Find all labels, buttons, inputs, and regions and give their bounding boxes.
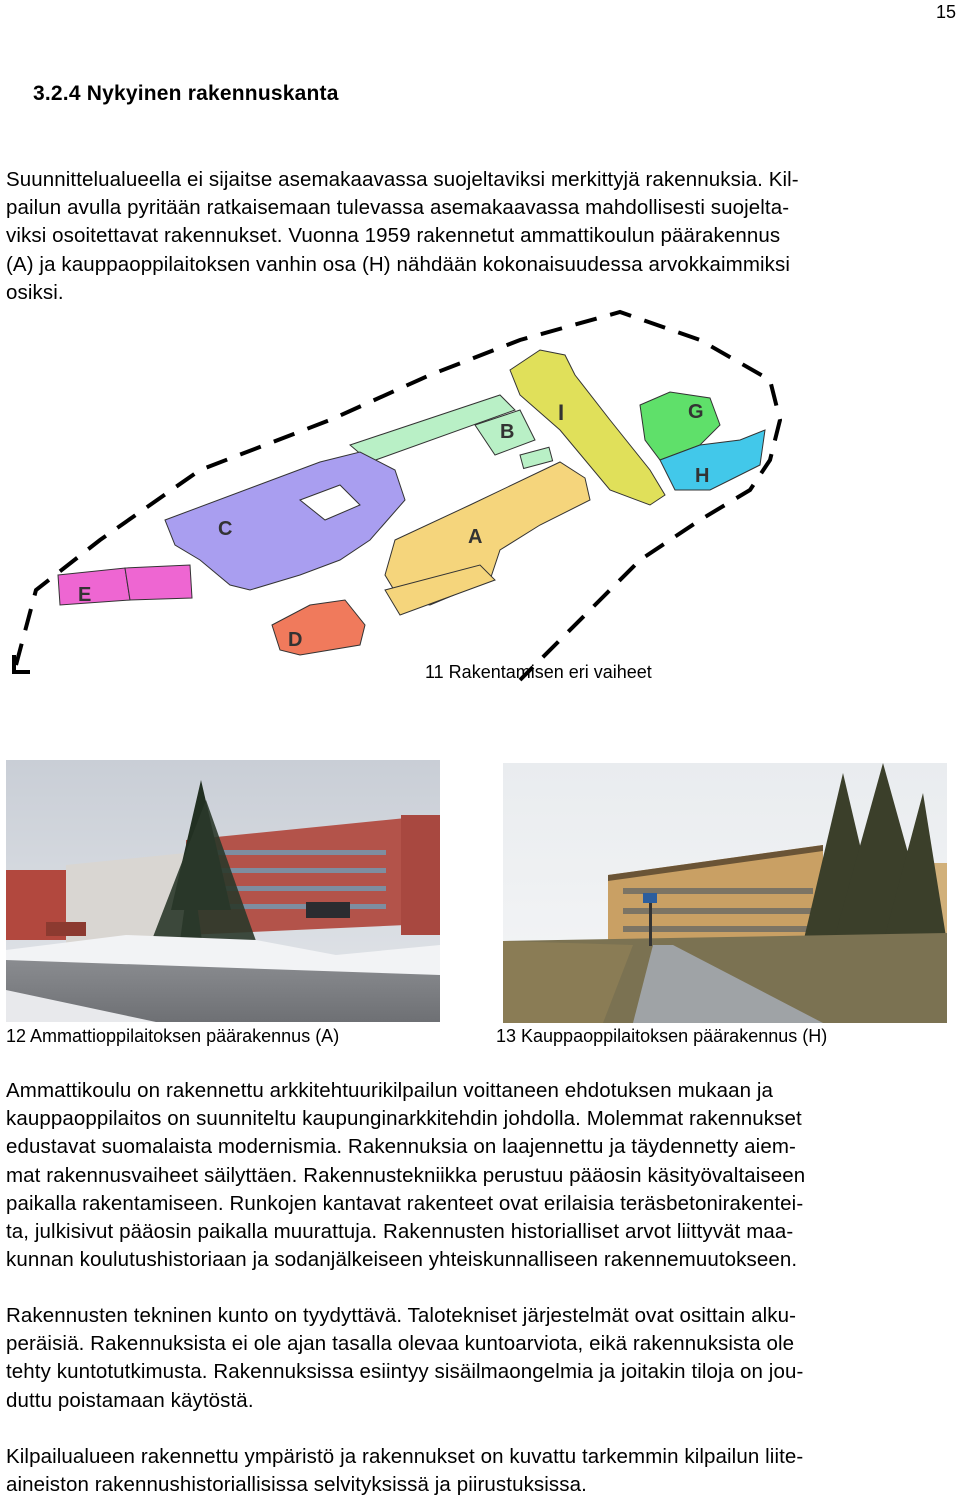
section-heading: 3.2.4 Nykyinen rakennuskanta (33, 82, 339, 105)
photo-commercial-college (503, 763, 947, 1023)
building-c-shape (165, 452, 405, 590)
page-number: 15 (935, 2, 956, 22)
building-b-annex (520, 447, 553, 468)
building-e-block (125, 565, 192, 600)
building-b (350, 395, 553, 469)
building-c-label: C (218, 518, 233, 540)
building-d (272, 600, 365, 655)
reference-paragraph: Kilpailualueen rakennettu ympäristö ja rakennukset on kuvattu tarkemmin kilpailun liite- aineiston rakennushistoriallisissa selvityksissä ja piirustuksissa. (6, 1445, 804, 1497)
building-e-label: E (78, 584, 92, 606)
intro-paragraph: Suunnittelualueella ei sijaitse asemakaavassa suojeltaviksi merkittyjä rakennuksia. Kil- pailun avulla pyritään ratkaisemaan tulevassa asemakaavassa mahdollisesti suojelta- viksi osoitettavat rakennukset. Vuonna 1959 rakennetut ammattikoulun päärakennus (A) ja kauppaoppilaitoksen vanhin osa (H) nähdään kokonaisuudessa arvokkaimmiksi osiksi. (6, 168, 799, 304)
left-photo-caption: 12 Ammattioppilaitoksen päärakennus (A) (6, 1026, 340, 1046)
condition-paragraph: Rakennusten tekninen kunto on tyydyttävä. Talotekniset järjestelmät ovat osittain alku- peräisiä. Rakennuksista ei ole ajan tasalla olevaa kuntoarviota, eikä rakennuksista ole tehty kuntotutkimusta. Rakennuksissa esiintyy sisäilmaongelmia ja joitakin tiloja on jou- duttu poistamaan käytöstä. (6, 1304, 804, 1412)
right-photo-caption: 13 Kauppaoppilaitoksen päärakennus (H) (496, 1026, 828, 1046)
building-c (165, 452, 405, 590)
building-e-shape (58, 568, 130, 605)
building-i-label: I (558, 400, 565, 425)
photo-vocational-school (6, 760, 440, 1022)
building-g-label: G (688, 401, 704, 423)
building-d-label: D (288, 629, 303, 651)
architecture-paragraph: Ammattikoulu on rakennettu arkkitehtuurikilpailun voittaneen ehdotuksen mukaan ja kauppaoppilaitos on suunniteltu kaupunginarkkitehdin johdolla. Molemmat rakennukset edustavat suomalaista modernismia. Rakennuksia on laajennettu ja täydennetty aiem- mat rakennusvaiheet säilyttäen. Rakennustekniikka perustuu pääosin käsityövaltaiseen paikalla rakentamiseen. Runkojen kantavat rakenteet ovat erilaisia teräsbetonirakentei- ta, julkisivut pääosin paikalla muurattuja. Rakennusten historialliset arvot liittyvät maa- kunnan koulutushistoriaan ja sodanjälkeiseen yhteiskunnalliseen rakennemuutokseen. (6, 1079, 806, 1272)
site-plan-caption: 11 Rakentamisen eri vaiheet (425, 662, 652, 682)
building-a-label: A (468, 526, 483, 548)
building-h-label: H (695, 465, 710, 487)
building-a (385, 462, 590, 615)
site-plan-figure (0, 305, 960, 705)
building-d-shape (272, 600, 365, 655)
building-b-label: B (500, 421, 515, 443)
building-e (58, 565, 192, 606)
